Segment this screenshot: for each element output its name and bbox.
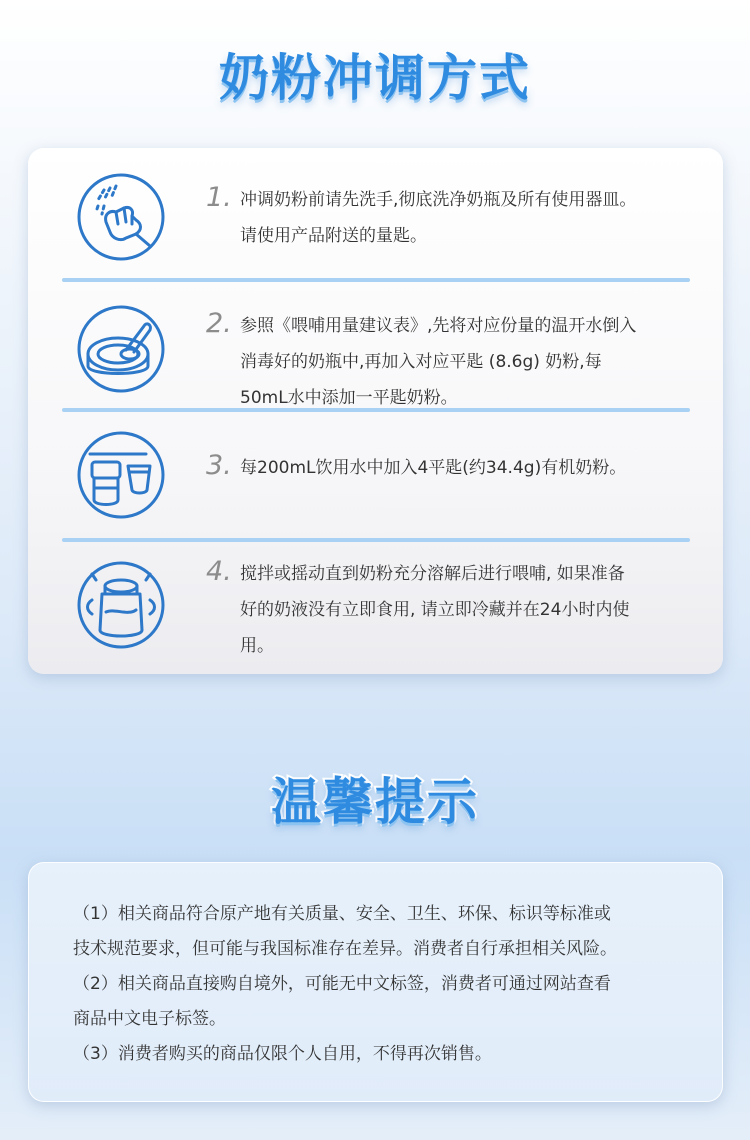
step-description [240,182,700,254]
bottle-and-cup-icon [76,430,166,520]
step-number: 2. [206,308,232,339]
tip-line: 技术规范要求，但可能与我国标准存在差异。消费者自行承担相关风险。 [73,939,617,959]
tip-line: （2）相关商品直接购自境外，可能无中文标签，消费者可通过网站查看 [73,974,611,994]
step-number: 4. [206,556,232,587]
tip-line: 商品中文电子标签。 [73,1009,226,1029]
step-number: 3. [206,450,232,481]
step-number: 1. [206,182,232,213]
tip-line: （3）消费者购买的商品仅限个人自用，不得再次销售。 [73,1044,492,1064]
divider [62,538,690,542]
step-line: 用。 [240,636,274,656]
tips-card [28,862,723,1102]
step-line: 搅拌或摇动直到奶粉充分溶解后进行喂哺, 如果准备 [240,564,625,584]
step-line: 50mL水中添加一平匙奶粉。 [240,388,458,408]
divider [62,408,690,412]
step-description [240,450,700,486]
step-line: 冲调奶粉前请先洗手,彻底洗净奶瓶及所有使用器皿。 [240,190,637,210]
divider [62,278,690,282]
step-line: 消毒好的奶瓶中,再加入对应平匙 (8.6g) 奶粉,每 [240,352,602,372]
section-title-preparation: 奶粉冲调方式 [219,49,531,107]
step-line: 请使用产品附送的量匙。 [240,226,427,246]
measuring-scoop-icon [76,304,166,394]
shaking-bottle-icon [76,560,166,650]
tip-line: （1）相关商品符合原产地有关质量、安全、卫生、环保、标识等标准或 [73,904,611,924]
step-line: 参照《喂哺用量建议表》,先将对应份量的温开水倒入 [240,316,637,336]
step-line: 每200mL饮用水中加入4平匙(约34.4g)有机奶粉。 [240,458,627,478]
tips-text [73,897,713,1072]
preparation-steps-card [28,148,723,674]
section-title-tips: 温馨提示 [271,773,479,831]
step-line: 好的奶液没有立即食用, 请立即冷藏并在24小时内使 [240,600,630,620]
hand-washing-icon [76,172,166,262]
step-description [240,308,700,416]
step-description [240,556,700,664]
